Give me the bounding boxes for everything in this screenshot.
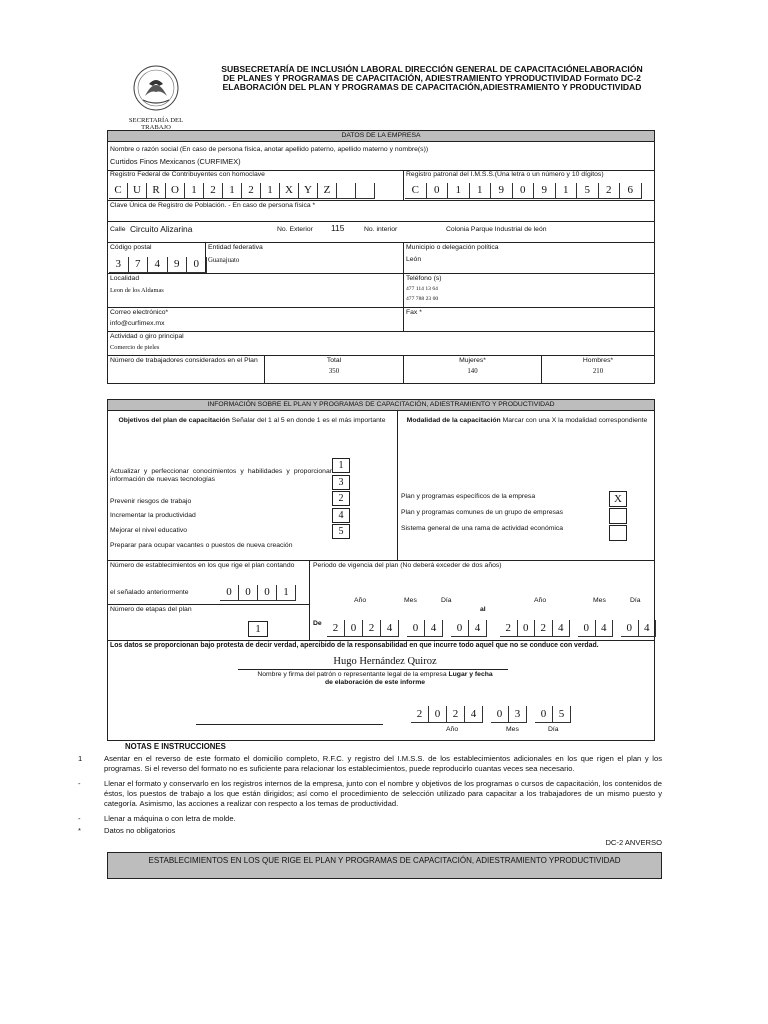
municipio-label: Municipio o delegación política: [406, 244, 499, 251]
char-cell[interactable]: 0: [407, 620, 425, 637]
total-value[interactable]: 350: [328, 368, 340, 375]
char-cell[interactable]: 3: [109, 257, 129, 273]
nota-bullet: -: [78, 779, 81, 788]
char-cell[interactable]: 2: [500, 620, 518, 637]
modalidad-check-box[interactable]: [609, 525, 627, 541]
vig-anio-1: Año: [354, 597, 367, 604]
fecha-elaboracion-field[interactable]: [411, 706, 571, 723]
char-cell[interactable]: 4: [639, 620, 657, 637]
entidad-label: Entidad federativa: [208, 244, 263, 251]
total-label: Total: [326, 357, 342, 364]
char-cell[interactable]: [356, 183, 375, 199]
char-cell[interactable]: 0: [429, 706, 447, 723]
calle-value[interactable]: Circuito Alizarina: [130, 224, 193, 234]
vig-dia-2: Día: [630, 597, 641, 604]
modalidad-label: Plan y programas específicos de la empresa: [401, 493, 536, 500]
cp-field[interactable]: [109, 257, 207, 273]
nota-bullet: *: [78, 826, 81, 835]
cp-label: Código postal: [110, 244, 152, 251]
objetivo-item: [110, 512, 400, 520]
objetivo-item: [110, 527, 400, 535]
plan-section-title: INFORMACIÓN SOBRE EL PLAN Y PROGRAMAS DE CAPACITACIÓN, ADIESTRAMIENTO Y PRODUCTIVIDAD: [108, 400, 654, 411]
char-cell[interactable]: 4: [425, 620, 443, 637]
logo-text-1: SECRETARÍA DEL TRABAJO: [128, 117, 184, 131]
eagle-seal-icon: [115, 62, 197, 112]
vigencia-label: Periodo de vigencia del plan (No deberá exceder de dos años): [313, 562, 502, 569]
fecha-mes-label: Mes: [506, 726, 519, 733]
char-cell[interactable]: 9: [534, 183, 556, 199]
char-cell[interactable]: 0: [187, 257, 207, 273]
header-title-1: SUBSECRETARÍA DE INCLUSIÓN LABORAL DIRECCIÓN GENERAL DE CAPACITACIÓNELABORACIÓN: [221, 64, 643, 74]
char-cell[interactable]: 1: [277, 585, 296, 601]
char-cell[interactable]: 0: [239, 585, 258, 601]
nota-item: [78, 754, 662, 774]
imss-field[interactable]: [405, 183, 642, 199]
objetivo-rank-box[interactable]: 4: [332, 508, 350, 523]
char-cell[interactable]: Z: [318, 183, 337, 199]
signer-caption-bold: Lugar y fecha: [448, 671, 493, 678]
signer-caption-2: de elaboración de este informe: [324, 679, 426, 686]
char-cell[interactable]: 2: [535, 620, 553, 637]
header-title-2: DE PLANES Y PROGRAMAS DE CAPACITACIÓN, ADIESTRAMIENTO YPRODUCTIVIDAD Formato DC-2: [223, 73, 641, 83]
anverso-label: DC-2 ANVERSO: [605, 838, 662, 847]
objetivo-label: Incrementar la productividad: [110, 512, 196, 519]
nota-bullet: 1: [78, 754, 83, 763]
modalidad-title-rest: Marcar con una X la modalidad correspondiente: [500, 417, 648, 424]
hombres-label: Hombres*: [582, 357, 614, 364]
vig-de-label: De: [313, 620, 322, 627]
modalidad-check-box[interactable]: [609, 508, 627, 524]
char-cell[interactable]: 0: [518, 620, 536, 637]
empresa-section-title: DATOS DE LA EMPRESA: [108, 131, 654, 142]
exterior-label: No. Exterior: [277, 226, 313, 233]
razon-social-label: Nombre o razón social (En caso de persona física, anotar apellido paterno, apellido materno y nombre(s)): [110, 146, 429, 153]
notas-title: NOTAS E INSTRUCCIONES: [125, 742, 226, 751]
objetivos-title-bold: Objetivos del plan de capacitación: [118, 417, 230, 424]
char-cell[interactable]: 0: [345, 620, 363, 637]
char-cell[interactable]: 1: [185, 183, 204, 199]
modalidad-label: Sistema general de una rama de actividad económica: [401, 525, 564, 532]
header-title-3: ELABORACIÓN DEL PLAN Y PROGRAMAS DE CAPACITACIÓN,ADIESTRAMIENTO Y PRODUCTIVIDAD: [222, 82, 642, 92]
char-cell[interactable]: 2: [411, 706, 429, 723]
char-cell[interactable]: 2: [204, 183, 223, 199]
char-cell[interactable]: 1: [470, 183, 492, 199]
char-cell[interactable]: 9: [168, 257, 188, 273]
objetivo-rank-box[interactable]: 2: [332, 491, 350, 506]
nota-text: Llenar a máquina o con letra de molde.: [104, 814, 236, 823]
vigencia-hasta-field[interactable]: [500, 620, 656, 637]
modalidad-title-bold: Modalidad de la capacitación: [406, 417, 501, 424]
actividad-label: Actividad o giro principal: [110, 333, 184, 340]
municipio-value[interactable]: León: [406, 256, 422, 263]
vigencia-desde-field[interactable]: [327, 620, 487, 637]
char-cell[interactable]: X: [280, 183, 299, 199]
nota-bullet: -: [78, 814, 81, 823]
modalidad-title: [402, 417, 652, 425]
char-cell[interactable]: C: [405, 183, 427, 199]
char-cell[interactable]: 1: [556, 183, 578, 199]
interior-label: No. interior: [364, 226, 398, 233]
signer-caption-1: Nombre y firma del patrón o representante legal de la empresa: [257, 671, 449, 678]
char-cell[interactable]: 1: [223, 183, 242, 199]
char-cell[interactable]: 0: [621, 620, 639, 637]
char-cell[interactable]: 9: [491, 183, 513, 199]
vig-anio-2: Año: [534, 597, 547, 604]
razon-social-value[interactable]: Curtidos Finos Mexicanos (CURFIMEX): [110, 157, 241, 166]
char-cell[interactable]: U: [128, 183, 147, 199]
char-cell[interactable]: C: [109, 183, 128, 199]
nota-item: [78, 814, 662, 824]
logo: [115, 62, 197, 131]
vig-dia-1: Día: [441, 597, 452, 604]
correo-label: Correo electrónico*: [110, 309, 169, 316]
objetivo-label: Prevenir riesgos de trabajo: [110, 498, 192, 505]
char-cell[interactable]: 4: [148, 257, 168, 273]
establecimientos-field[interactable]: [220, 585, 296, 601]
vig-mes-1: Mes: [404, 597, 417, 604]
nota-text: Datos no obligatorios: [104, 826, 176, 835]
protesta-text: Los datos se proporcionan bajo protesta de decir verdad, apercibido de la responsabilidad en que incurre todo aquel que no se conduce con verdad.: [110, 642, 599, 649]
etapas-label: Número de etapas del plan: [110, 606, 192, 613]
fax-label: Fax *: [406, 309, 422, 316]
establecimientos-banner: ESTABLECIMIENTOS EN LOS QUE RIGE EL PLAN Y PROGRAMAS DE CAPACITACIÓN, ADIESTRAMIENTO YPRODUCTIVIDAD: [107, 852, 662, 879]
rfc-field[interactable]: [109, 183, 375, 199]
char-cell[interactable]: 0: [491, 706, 509, 723]
char-cell[interactable]: 0: [427, 183, 449, 199]
nota-text: Llenar el formato y conservarlo en los registros internos de la empresa, junto con el nombre y objetivos de los programas o cursos de capacitación, los contenidos de éstos, los puestos de trabajo a los que están dirigidos; así como el procedimiento de selección utilizado para capacitar a los trabajadores de un mismo puesto y categoría. Asimismo, las acciones a realizar con respecto a los temas de productividad.: [104, 779, 662, 808]
telefono-1[interactable]: 477 114 13 64: [406, 286, 438, 292]
objetivo-label: Mejorar el nivel educativo: [110, 527, 188, 534]
objetivo-rank-box[interactable]: 5: [332, 524, 350, 539]
char-cell[interactable]: 0: [220, 585, 239, 601]
modalidad-label: Plan y programas comunes de un grupo de empresas: [401, 509, 564, 516]
char-cell[interactable]: 1: [448, 183, 470, 199]
char-cell[interactable]: 4: [469, 620, 487, 637]
char-cell[interactable]: 2: [447, 706, 465, 723]
char-cell[interactable]: 3: [509, 706, 527, 723]
char-cell[interactable]: 2: [599, 183, 621, 199]
notas-list: [78, 754, 662, 838]
objetivo-label: Preparar para ocupar vacantes o puestos de nueva creación: [110, 542, 293, 549]
nota-item: [78, 826, 662, 836]
char-cell[interactable]: 5: [553, 706, 571, 723]
char-cell[interactable]: 2: [242, 183, 261, 199]
localidad-value[interactable]: Leon de los Aldamas: [110, 287, 164, 294]
nota-text: Asentar en el reverso de este formato el domicilio completo, R.F.C. y registro del I.M.S.S. de los establecimientos adicionales en los que rigen el plan y los programas. Si el reverso del formato no es suficiente para relacionar los establecimientos, puede reproducirlo cuantas veces sea necesario.: [104, 754, 662, 773]
char-cell[interactable]: [337, 183, 356, 199]
curp-label: Clave Única de Registro de Población. - En caso de persona física *: [110, 202, 316, 209]
telefono-2[interactable]: 477 788 23 00: [406, 296, 439, 302]
modalidad-check-box[interactable]: X: [609, 491, 627, 507]
objetivo-item: [110, 542, 400, 550]
char-cell[interactable]: 2: [327, 620, 345, 637]
establecimientos-label-2: el señalado anteriormente: [110, 589, 189, 596]
colonia-value[interactable]: Colonia Parque Industrial de león: [446, 226, 547, 233]
char-cell[interactable]: R: [147, 183, 166, 199]
objetivo-label: Actualizar y perfeccionar conocimientos y habilidades y proporcionar información de nuevas tecnologías: [110, 468, 332, 483]
calle-label: Calle: [110, 226, 126, 233]
vig-mes-2: Mes: [593, 597, 606, 604]
objetivo-rank-box[interactable]: 3: [332, 475, 350, 490]
hombres-value[interactable]: 210: [592, 368, 604, 375]
char-cell[interactable]: 5: [577, 183, 599, 199]
mujeres-label: Mujeres*: [459, 357, 486, 364]
localidad-label: Localidad: [110, 275, 140, 282]
fecha-anio-label: Año: [446, 726, 459, 733]
char-cell[interactable]: Y: [299, 183, 318, 199]
imss-label: Registro patronal del I.M.S.S.(Una letra o un número y 10 dígitos): [406, 171, 604, 178]
objetivos-title-rest: Señalar del 1 al 5 en donde 1 es el más importante: [229, 417, 386, 424]
char-cell[interactable]: 7: [129, 257, 149, 273]
objetivo-item: [110, 498, 400, 506]
char-cell[interactable]: 4: [465, 706, 483, 723]
telefono-label: Teléfono (s): [406, 275, 442, 282]
char-cell[interactable]: O: [166, 183, 185, 199]
char-cell[interactable]: 4: [553, 620, 571, 637]
plan-section: [107, 399, 655, 741]
mujeres-value[interactable]: 140: [467, 368, 478, 375]
trabajadores-label: Número de trabajadores considerados en el Plan: [110, 357, 258, 364]
establecimientos-label: Número de establecimientos en los que rige el plan contando: [110, 562, 295, 569]
vig-al-label: al: [480, 606, 486, 613]
exterior-value[interactable]: 115: [331, 223, 345, 233]
char-cell[interactable]: 0: [578, 620, 596, 637]
nota-item: [78, 779, 662, 809]
char-cell[interactable]: 2: [363, 620, 381, 637]
fecha-dia-label: Día: [548, 726, 559, 733]
signer-caption: [210, 671, 540, 687]
objetivo-item: [110, 468, 400, 484]
objetivos-title: [112, 417, 392, 425]
char-cell[interactable]: 1: [261, 183, 280, 199]
char-cell[interactable]: 4: [596, 620, 614, 637]
char-cell[interactable]: 0: [258, 585, 277, 601]
etapas-field[interactable]: 1: [248, 621, 268, 637]
correo-value[interactable]: info@curfimex.mx: [110, 320, 165, 327]
char-cell[interactable]: 6: [620, 183, 642, 199]
rfc-label: Registro Federal de Contribuyentes con homoclave: [110, 171, 265, 178]
actividad-value[interactable]: Comercio de pieles: [110, 344, 160, 351]
objetivo-rank-box[interactable]: 1: [332, 458, 350, 473]
char-cell[interactable]: 0: [535, 706, 553, 723]
entidad-value[interactable]: Guanajuato: [208, 257, 240, 264]
char-cell[interactable]: 4: [381, 620, 399, 637]
signer-name[interactable]: Hugo Hernández Quiroz: [333, 656, 437, 667]
char-cell[interactable]: 0: [513, 183, 535, 199]
char-cell[interactable]: 0: [451, 620, 469, 637]
